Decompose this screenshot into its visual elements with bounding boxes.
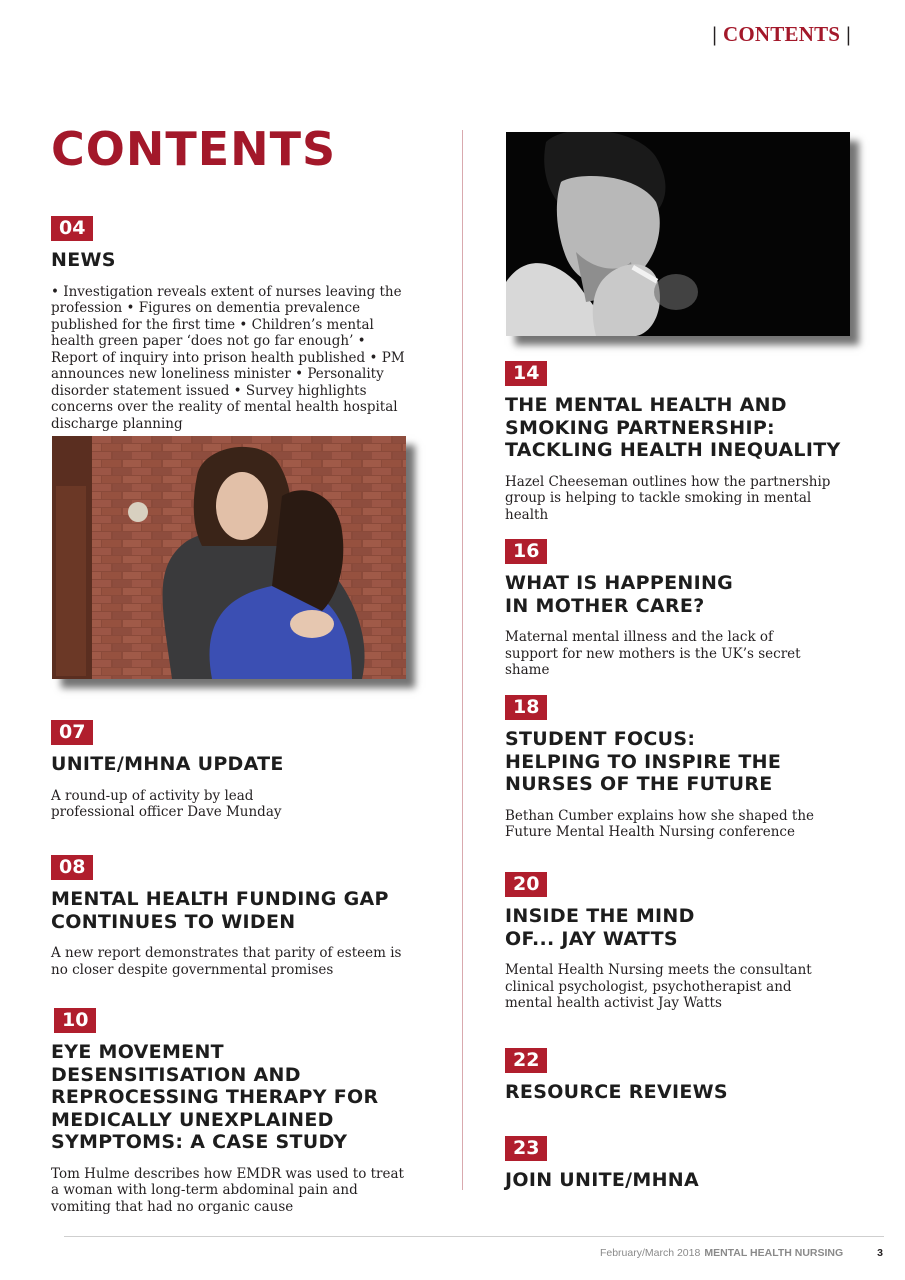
entry-description: Hazel Cheeseman outlines how the partnership group is helping to tackle smoking in mental health [505,473,831,523]
entry-title: EYE MOVEMENT DESENSITISATION AND REPROCESSING THERAPY FOR MEDICALLY UNEXPLAINED SYMPTOMS: A CASE STUDY [51,1041,379,1153]
entry-description: A new report demonstrates that parity of esteem is no closer despite governmental promises [51,945,402,978]
page-number-badge: 04 [51,216,93,241]
page-number-badge: 07 [51,720,93,745]
contents-entry-student-focus[interactable] [505,695,825,841]
contents-entry-news[interactable] [51,216,413,432]
page-number-badge: 08 [51,855,93,880]
running-header [706,22,857,47]
page-number-badge: 23 [505,1136,547,1161]
contents-entry-funding-gap[interactable] [51,855,411,978]
column-divider [462,130,463,1190]
entry-description: A round-up of activity by lead professional officer Dave Munday [51,787,282,820]
header-bar-right: | [846,22,851,46]
entry-title: INSIDE THE MIND OF... JAY WATTS [505,905,695,950]
entry-title: JOIN UNITE/MHNA [505,1169,699,1191]
page-number-badge: 16 [505,539,547,564]
entry-title: THE MENTAL HEALTH AND SMOKING PARTNERSHIP: TACKLING HEALTH INEQUALITY [505,394,841,461]
contents-entry-smoking-partnership[interactable] [505,361,850,523]
contents-entry-mother-care[interactable] [505,539,825,679]
footer-page-number: 3 [877,1247,883,1259]
page-number-badge: 22 [505,1048,547,1073]
page-number-badge: 14 [505,361,547,386]
entry-description: Maternal mental illness and the lack of support for new mothers is the UK’s secret shame [505,629,801,678]
page-number-badge: 18 [505,695,547,720]
contents-entry-emdr[interactable] [51,1008,416,1215]
page-title: CONTENTS [51,122,337,176]
entry-description: Mental Health Nursing meets the consultant clinical psychologist, psychotherapist and mental health activist Jay Watts [505,962,812,1011]
page-number-badge: 20 [505,872,547,897]
photo-smoking [506,132,850,336]
contents-entry-unite-update[interactable] [51,720,411,821]
entry-title: RESOURCE REVIEWS [505,1081,728,1103]
photo-smoking-illustration [506,132,850,336]
page-number-badge: 10 [54,1008,96,1033]
contents-entry-inside-the-mind[interactable] [505,872,835,1012]
footer-rule [64,1236,884,1237]
contents-entry-join-unite[interactable] [505,1136,865,1204]
entry-title: NEWS [51,249,116,271]
photo-hug [52,436,406,679]
header-section-label: CONTENTS [723,22,841,46]
photo-hug-illustration [52,436,406,679]
entry-description: Bethan Cumber explains how she shaped the Future Mental Health Nursing conference [505,807,815,840]
header-bar-left: | [712,22,718,46]
contents-entry-resource-reviews[interactable] [505,1048,865,1116]
entry-title: MENTAL HEALTH FUNDING GAP CONTINUES TO WIDEN [51,888,389,933]
page-footer [600,1247,883,1259]
entry-title: STUDENT FOCUS: HELPING TO INSPIRE THE NURSES OF THE FUTURE [505,728,782,795]
entry-description: Tom Hulme describes how EMDR was used to treat a woman with long-term abdominal pain and vomiting that had no organic cause [51,1165,404,1215]
footer-issue-date: February/March 2018 [599,1247,701,1259]
entry-title: UNITE/MHNA UPDATE [51,753,284,775]
entry-title: WHAT IS HAPPENING IN MOTHER CARE? [505,572,734,617]
entry-description: • Investigation reveals extent of nurses leaving the profession • Figures on dementia prevalence published for the first time • Children’s mental health green paper ‘does not go far enough’ • Report of inquiry into prison health published • PM announces new loneliness minister • Personality disorder statement issued • Survey highlights concerns over the reality of mental health hospital discharge planning [51,283,405,432]
footer-magazine-name: MENTAL HEALTH NURSING [704,1247,844,1259]
